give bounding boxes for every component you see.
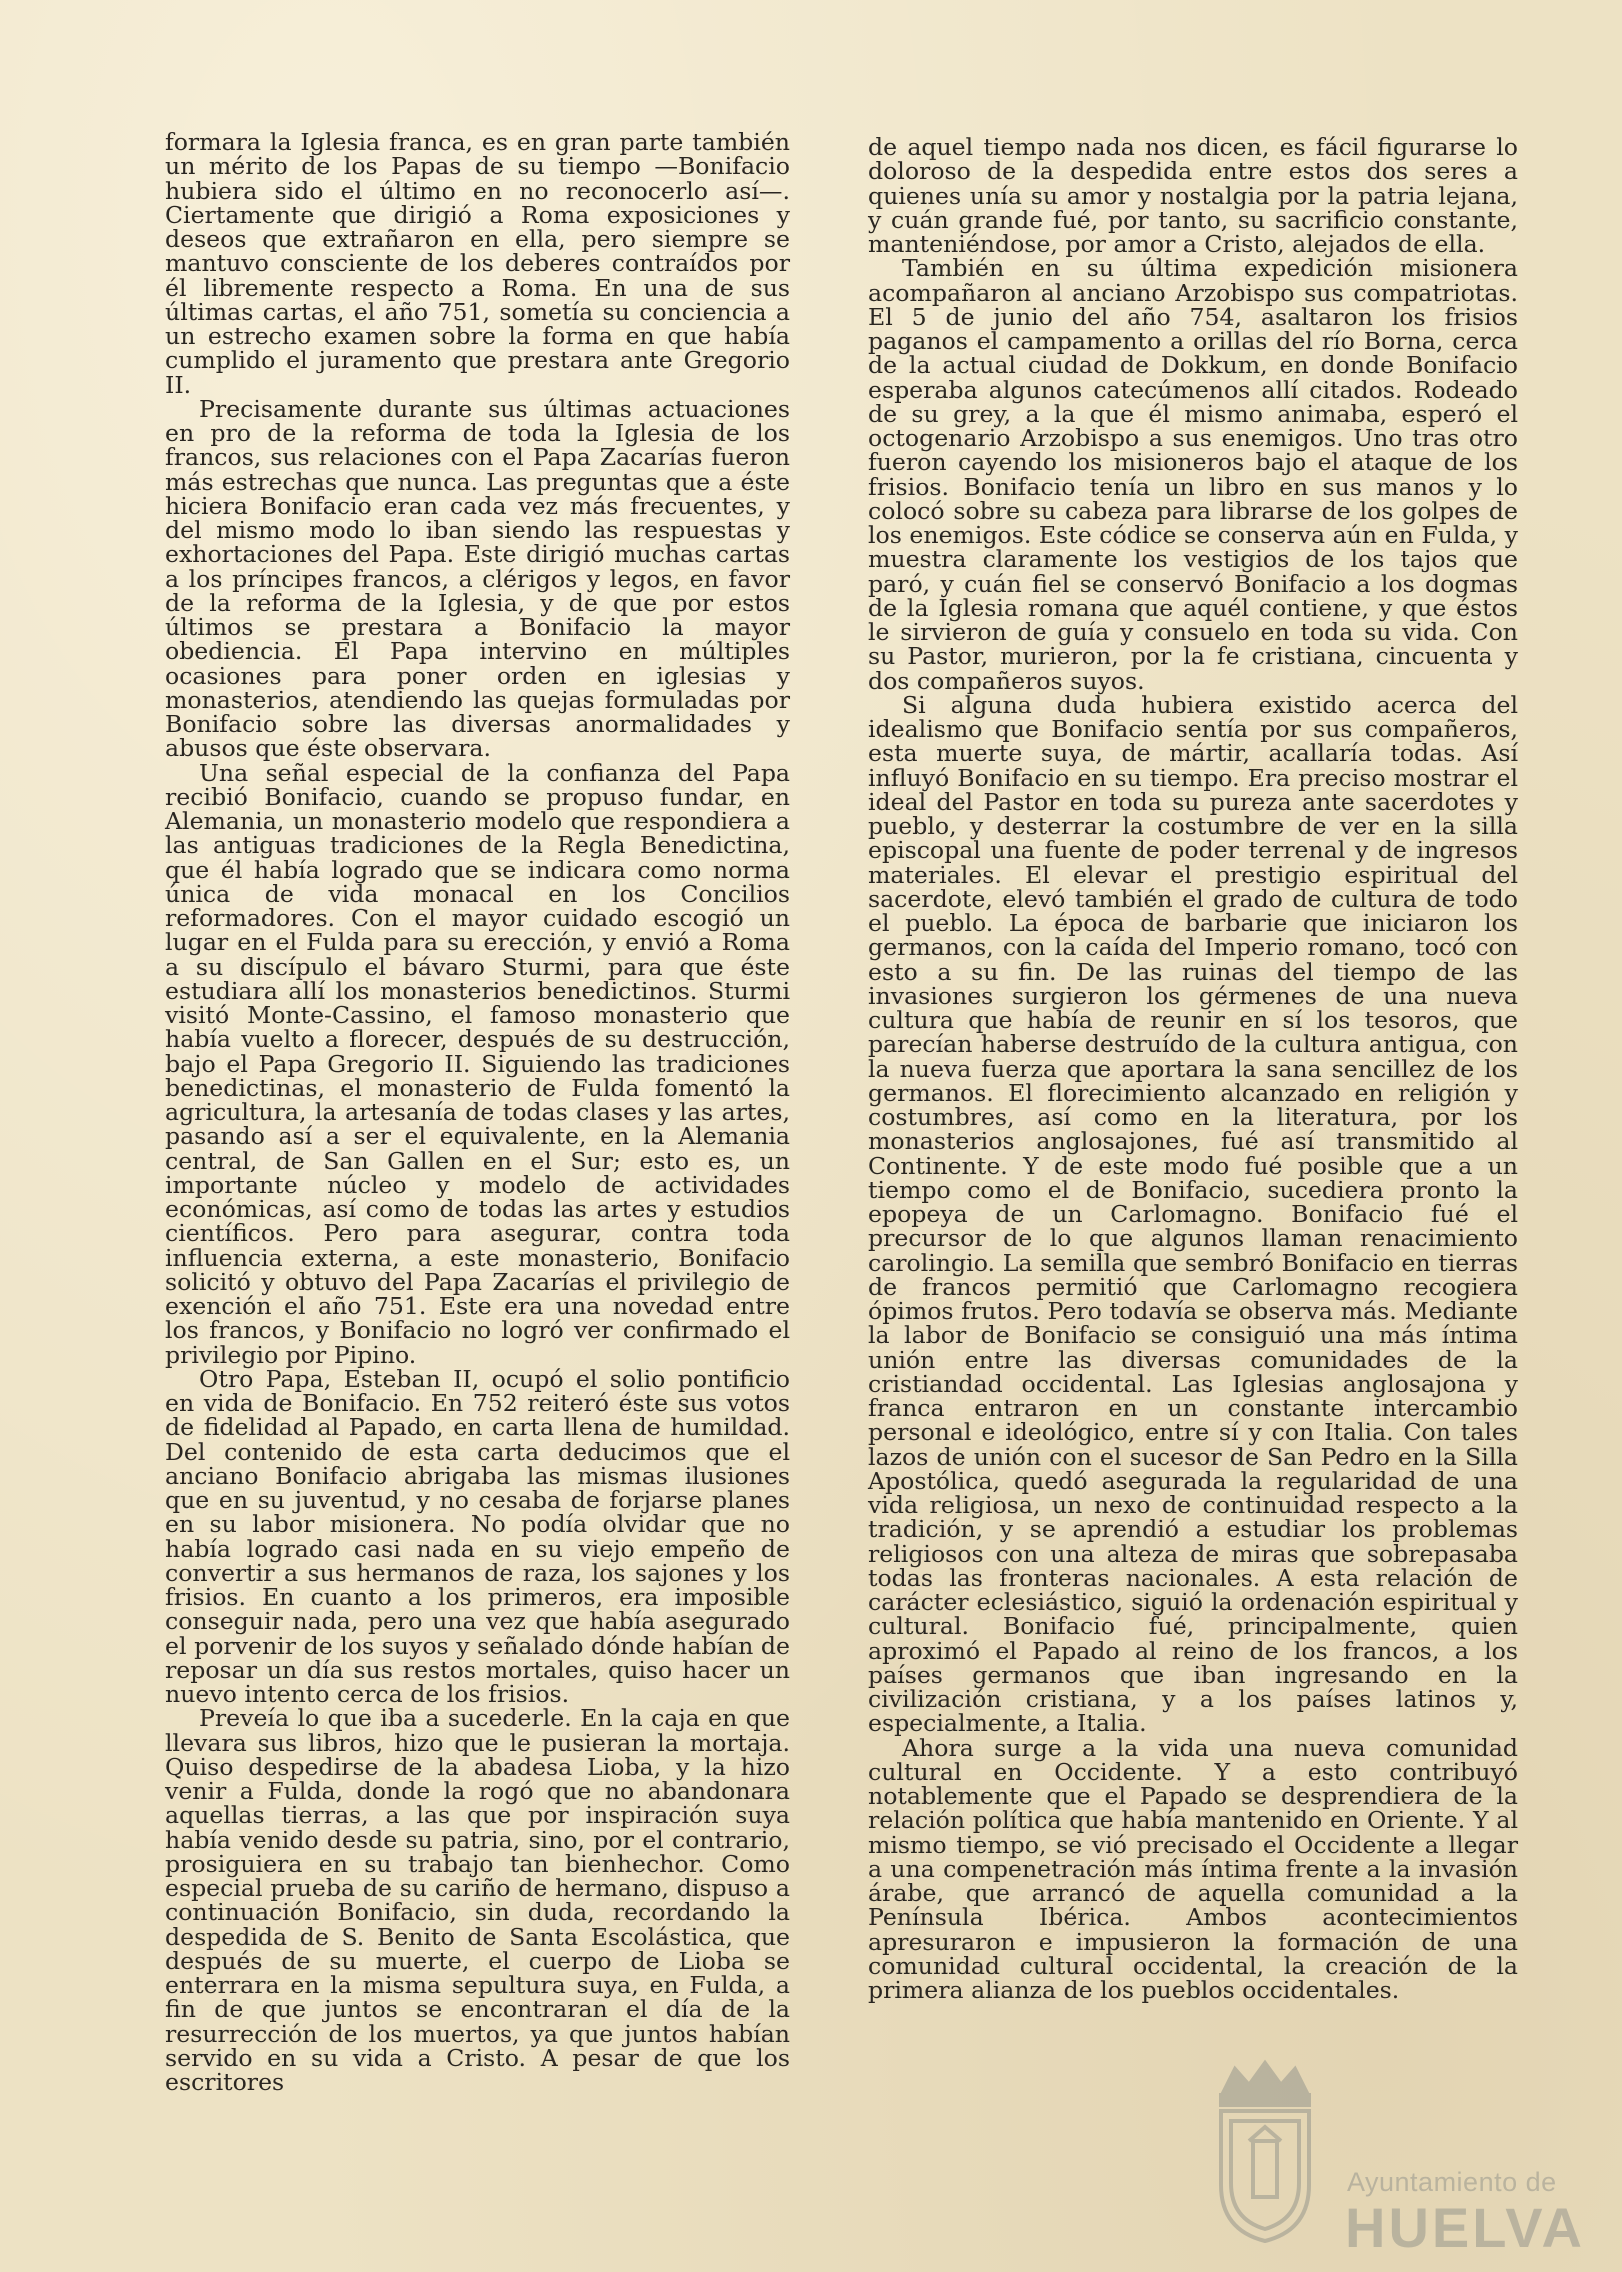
paragraph: Una señal especial de la confianza del Papa recibió Bonifacio, cuando se propuso fundar, en Alemania, un monasterio modelo que respondiera a las antiguas tradiciones de la Regla Benedictina, que él había logrado que se indicara como norma única de vida monacal en los Concilios reformadores. Con el mayor cuidado escogió un lugar en el Fulda para su erección, y envió a Roma a su discípulo el bávaro Sturmi, para que éste estudiara allí los monasterios benedictinos. Sturmi visitó Monte-Cassino, el famoso monasterio que había vuelto a florecer, después de su destrucción, bajo el Papa Gregorio II. Siguiendo las tradiciones benedictinas, el monasterio de Fulda fomentó la agricultura, la artesanía de todas clases y las artes, pasando así a ser el equivalente, en la Alemania central, de San Gallen en el Sur; esto es, un importante núcleo y modelo de actividades económicas, así como de todas las artes y estudios científicos. Pero para asegurar, contra toda influencia externa, a este monasterio, Bonifacio solicitó y obtuvo del Papa Zacarías el privilegio de exención el año 751. Este era una novedad entre los francos, y Bonifacio no logró ver confirmado el privilegio por Pipino. xyxy=(165,758,790,1369)
paragraph: Si alguna duda hubiera existido acerca del idealismo que Bonifacio sentía por sus compañeros, esta muerte suya, de mártir, acallaría todas. Así influyó Bonifacio en su tiempo. Era preciso mostrar el ideal del Pastor en toda su pureza ante sacerdotes y pueblo, y desterrar la costumbre de ver en la silla episcopal una fuente de poder terrenal y de ingresos materiales. El elevar el prestigio espiritual del sacerdote, elevó también el grado de cultura de todo el pueblo. La época de barbarie que iniciaron los germanos, con la caída del Imperio romano, tocó con esto a su fin. De las ruinas del tiempo de las invasiones surgieron los gérmenes de una nueva cultura que había de reunir en sí los tesoros, que parecían haberse destruído de la cultura antigua, con la nueva fuerza que aportara la sana sencillez de los germanos. El florecimiento alcanzado en religión y costumbres, así como en la literatura, por los monasterios anglosajones, fué así transmitido al Continente. Y de este modo fué posible que a un tiempo como el de Bonifacio, sucediera pronto la epopeya de un Carlomagno. Bonifacio fué el precursor de lo que algunos llaman renacimiento carolingio. La semilla que sembró Bonifacio en tierras de francos permitió que Carlomagno recogiera ópimos frutos. Pero todavía se observa más. Mediante la labor de Bonifacio se consiguió una más íntima unión entre las diversas comunidades de la cristiandad occidental. Las Iglesias anglosajona y franca entraron en un constante intercambio personal e ideológico, entre sí y con Italia. Con tales lazos de unión con el sucesor de San Pedro en la Silla Apostólica, quedó asegurada la regularidad de una vida religiosa, un nexo de continuidad respecto a la tradición, y se aprendió a estudiar los problemas religiosos con una alteza de miras que sobrepasaba todas las fronteras nacionales. A esta relación de carácter eclesiástico, siguió la ordenación espiritual y cultural. Bonifacio fué, principalmente, quien aproximó el Papado al reino de los francos, a los países germanos que iban ingresando en la civilización cristiana, y a los países latinos y, especialmente, a Italia. xyxy=(868,690,1518,1738)
paragraph: Ahora surge a la vida una nueva comunidad cultural en Occidente. Y a esto contribuyó notablemente que el Papado se desprendiera de la relación política que había mantenido en Oriente. Y al mismo tiempo, se vió precisado el Occidente a llegar a una compenetración más íntima frente a la invasión árabe, que arrancó de aquella comunidad a la Península Ibérica. Ambos acontecimientos apresuraron e impusieron la formación de una comunidad cultural occidental, la creación de la primera alianza de los pueblos occidentales. xyxy=(868,1733,1518,2004)
ayuntamiento-watermark xyxy=(1195,2055,1585,2259)
paragraph: formara la Iglesia franca, es en gran parte también un mérito de los Papas de su tiempo —Bonifacio hubiera sido el último en no reconocerlo así—. Ciertamente que dirigió a Roma exposiciones y deseos que extrañaron en ella, pero siempre se mantuvo consciente de los deberes contraídos por él libremente respecto a Roma. En una de sus últimas cartas, el año 751, sometía su conciencia a un estrecho examen sobre la forma en que había cumplido el juramento que prestara ante Gregorio II. xyxy=(165,128,790,399)
paragraph: Precisamente durante sus últimas actuaciones en pro de la reforma de toda la Iglesia de los francos, sus relaciones con el Papa Zacarías fueron más estrechas que nunca. Las preguntas que a éste hiciera Bonifacio eran cada vez más frecuentes, y del mismo modo lo iban siendo las respuestas y exhortaciones del Papa. Este dirigió muchas cartas a los príncipes francos, a clérigos y legos, en favor de la reforma de la Iglesia, y de que por estos últimos se prestara a Bonifacio la mayor obediencia. El Papa intervino en múltiples ocasiones para poner orden en iglesias y monasterios, atendiendo las quejas formuladas por Bonifacio sobre las diversas anormalidades y abusos que éste observara. xyxy=(165,394,790,763)
paragraph: de aquel tiempo nada nos dicen, es fácil figurarse lo doloroso de la despedida entre estos dos seres a quienes unía su amor y nostalgia por la patria lejana, y cuán grande fué, por tanto, su sacrificio constante, manteniéndose, por amor a Cristo, alejados de ella. xyxy=(868,133,1518,258)
paragraph: También en su última expedición misionera acompañaron al anciano Arzobispo sus compatriotas. El 5 de junio del año 754, asaltaron los frisios paganos el campamento a orillas del río Borna, cerca de la actual ciudad de Dokkum, en donde Bonifacio esperaba algunos catecúmenos allí citados. Rodeado de su grey, a la que él mismo animaba, esperó el octogenario Arzobispo a sus enemigos. Uno tras otro fueron cayendo los misioneros bajo el ataque de los frisios. Bonifacio tenía un libro en sus manos y lo colocó sobre su cabeza para librarse de los golpes de los enemigos. Este códice se conserva aún en Fulda, y muestra claramente los vestigios de los tajos que paró, y cuán fiel se conservó Bonifacio a los dogmas de la Iglesia romana que aquél contiene, y que éstos le sirvieron de guía y consuelo en toda su vida. Con su Pastor, murieron, por la fe cristiana, cincuenta y dos compañeros suyos. xyxy=(868,254,1518,695)
city-crest-icon xyxy=(1205,2055,1325,2245)
watermark-line1: Ayuntamiento de xyxy=(1347,2167,1557,2197)
paragraph: Preveía lo que iba a sucederle. En la caja en que llevara sus libros, hizo que le pusieran la mortaja. Quiso despedirse de la abadesa Lioba, y la hizo venir a Fulda, donde la rogó que no abandonara aquellas tierras, a las que por inspiración suya había venido desde su patria, sino, por el contrario, prosiguiera en su trabajo tan bienhechor. Como especial prueba de su cariño de hermano, dispuso a continuación Bonifacio, sin duda, recordando la despedida de S. Benito de Santa Escolástica, que después de su muerte, el cuerpo de Lioba se enterrara en la misma sepultura suya, en Fulda, a fin de que juntos se encontraran el día de la resurrección de los muertos, ya que juntos habían servido en su vida a Cristo. A pesar de que los escritores xyxy=(165,1704,790,2096)
left-text-column xyxy=(165,130,790,2094)
watermark-line2: HUELVA xyxy=(1345,2196,1585,2259)
right-text-column xyxy=(868,135,1518,2002)
paragraph: Otro Papa, Esteban II, ocupó el solio pontificio en vida de Bonifacio. En 752 reiteró éste sus votos de fidelidad al Papado, en carta llena de humildad. Del contenido de esta carta deducimos que el anciano Bonifacio abrigaba las mismas ilusiones que en su juventud, y no cesaba de forjarse planes en su labor misionera. No podía olvidar que no había logrado casi nada en su viejo empeño de convertir a sus hermanos de raza, los sajones y los frisios. En cuanto a los primeros, era imposible conseguir nada, pero una vez que había asegurado el porvenir de los suyos y señalado dónde habían de reposar un día sus restos mortales, quiso hacer un nuevo intento cerca de los frisios. xyxy=(165,1364,790,1708)
